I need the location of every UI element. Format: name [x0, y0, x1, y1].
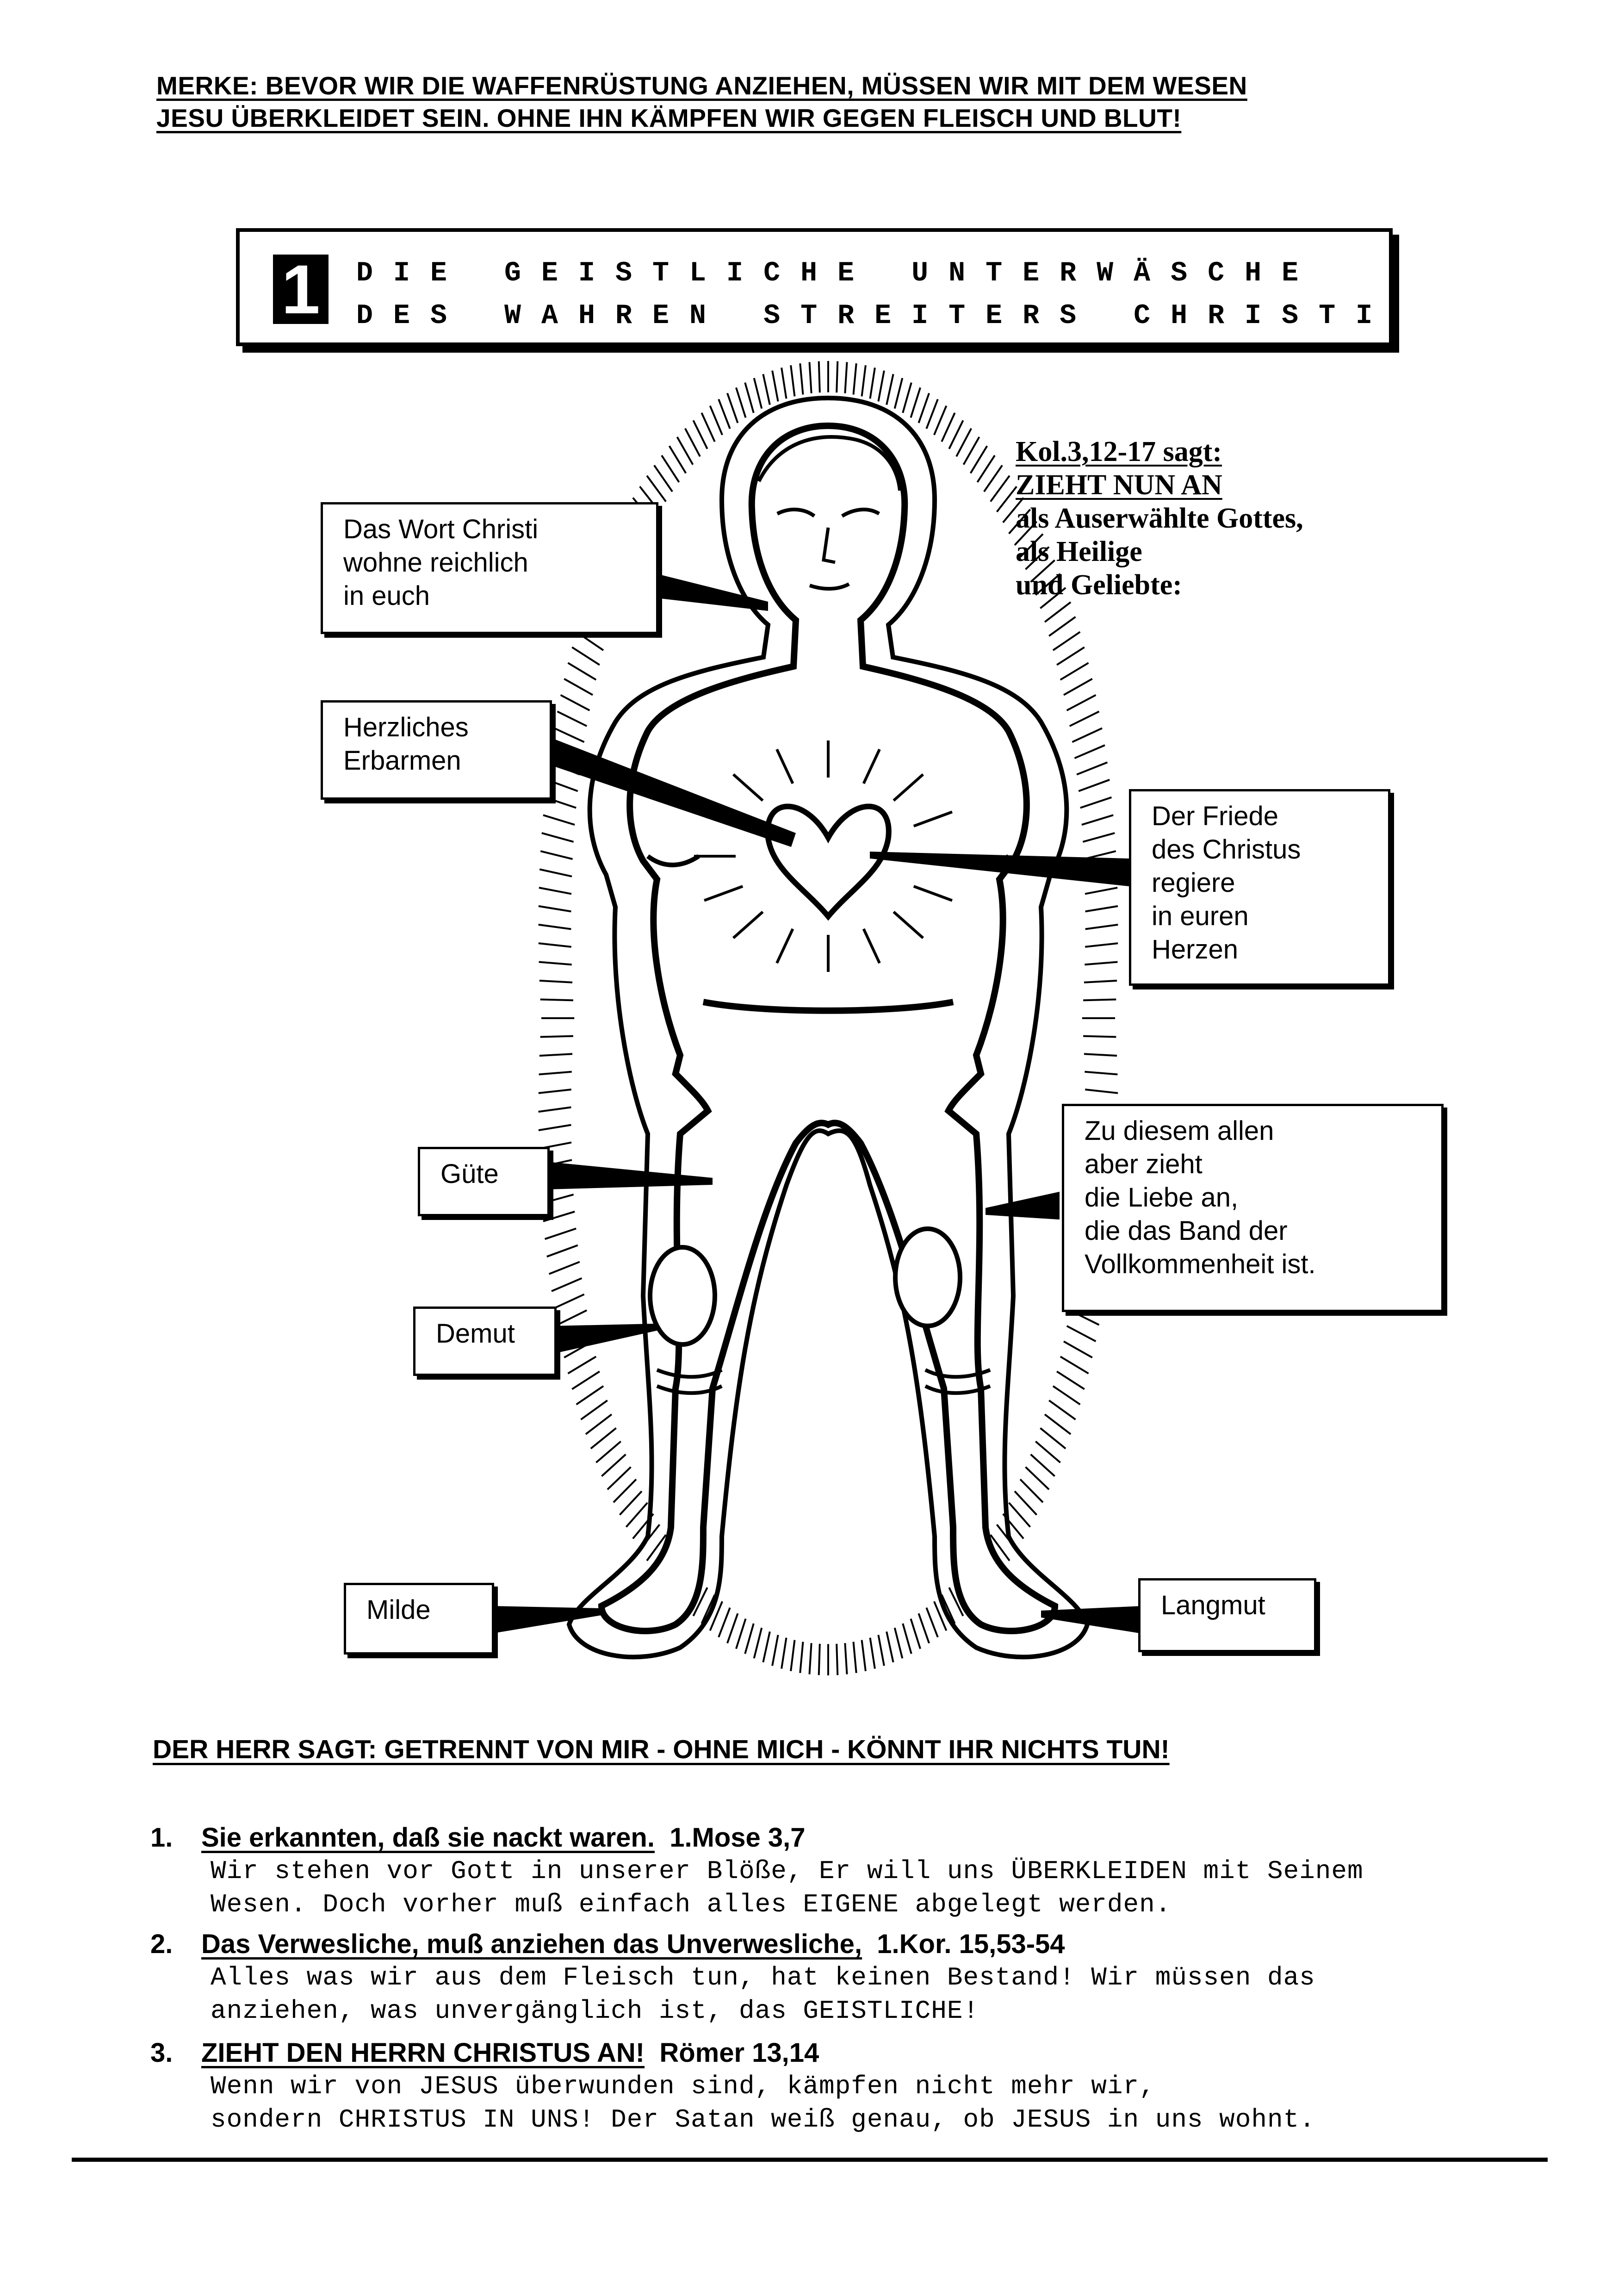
- halo-ray: [581, 1400, 607, 1419]
- halo-ray: [545, 1228, 577, 1239]
- halo-ray: [719, 1608, 730, 1637]
- kol-ref: Kol.3,12-17 sagt:: [1016, 436, 1222, 467]
- halo-ray: [596, 1441, 620, 1462]
- halo-ray: [903, 1624, 911, 1654]
- item-body: Alles was wir aus dem Fleisch tun, hat keinen Bestand! Wir müssen das anziehen, was unvergänglich ist, das GEISTLICHE!: [211, 1963, 1315, 2026]
- halo-ray: [1067, 695, 1096, 710]
- kol-quote: [1016, 435, 1303, 602]
- halo-ray: [870, 1638, 875, 1669]
- halo-ray: [670, 446, 686, 473]
- halo-ray: [949, 420, 963, 448]
- halo-ray: [685, 429, 700, 457]
- halo-ray: [1083, 999, 1116, 1000]
- halo-ray: [800, 1642, 803, 1673]
- pointer-langmut: [1041, 1606, 1143, 1634]
- halo-ray: [781, 367, 786, 398]
- item-heading: [201, 2036, 819, 2070]
- halo-ray: [1060, 1356, 1089, 1374]
- halo-ray: [1077, 762, 1107, 774]
- halo-ray: [1040, 1428, 1066, 1449]
- halo-ray: [558, 1310, 587, 1325]
- knee-pad-left: [650, 1247, 715, 1344]
- kol-line-1: als Auserwählte Gottes,: [1016, 503, 1303, 534]
- label-guete: Güte: [418, 1147, 550, 1216]
- halo-ray: [539, 943, 571, 947]
- halo-ray: [895, 378, 903, 409]
- halo-ray: [539, 1125, 571, 1131]
- halo-ray: [772, 371, 778, 402]
- halo-ray: [1070, 711, 1099, 726]
- halo-ray: [1085, 888, 1117, 894]
- halo-ray: [540, 999, 573, 1000]
- pointer-liebe: [986, 1192, 1060, 1220]
- halo-ray: [577, 632, 603, 650]
- halo-ray: [754, 1628, 762, 1658]
- halo-ray: [540, 1036, 573, 1037]
- halo-ray: [1083, 1036, 1116, 1037]
- halo-ray: [1080, 797, 1112, 808]
- halo-ray: [608, 1467, 631, 1489]
- item-number: 2.: [150, 1929, 173, 1959]
- label-langmut: Langmut: [1138, 1578, 1316, 1652]
- halo-ray: [549, 1262, 580, 1274]
- halo-ray: [845, 1643, 847, 1674]
- item-ref: 1.Mose 3,7: [670, 1823, 806, 1853]
- halo-ray: [542, 833, 574, 842]
- halo-ray: [886, 1631, 893, 1662]
- item-head-text: Sie erkannten, daß sie nackt waren.: [201, 1823, 655, 1853]
- halo-ray: [539, 1072, 572, 1075]
- halo-ray: [895, 1628, 903, 1658]
- title-line-2: DES WAHREN STREITERS CHRISTI: [356, 300, 1393, 332]
- label-herzliches-erbarmen: Herzliches Erbarmen: [321, 700, 552, 800]
- halo-ray: [1049, 1400, 1075, 1419]
- item-heading: [201, 1928, 1065, 1961]
- halo-ray: [1085, 906, 1118, 912]
- halo-ray: [800, 363, 803, 394]
- halo-ray: [572, 1371, 600, 1389]
- halo-ray: [554, 1294, 584, 1308]
- halo-ray: [539, 1089, 571, 1093]
- kol-line-3: und Geliebte:: [1016, 569, 1182, 601]
- halo-ray: [1067, 1326, 1096, 1341]
- label-milde: Milde: [344, 1583, 494, 1655]
- halo-ray: [539, 869, 572, 876]
- halo-ray: [745, 1624, 754, 1654]
- halo-ray: [1045, 602, 1071, 622]
- halo-ray: [1049, 617, 1075, 636]
- halo-ray: [1085, 962, 1117, 964]
- halo-ray: [1035, 1441, 1060, 1462]
- item-heading: [201, 1821, 806, 1854]
- halo-ray: [1085, 943, 1118, 947]
- halo-ray: [543, 815, 575, 825]
- merke-line-2: JESU ÜBERKLEIDET SEIN. OHNE IHN KÄMPFEN WIR GEGEN FLEISCH UND BLUT!: [156, 104, 1182, 132]
- halo-ray: [614, 1479, 636, 1502]
- halo-ray: [1085, 925, 1118, 929]
- item-number: 1.: [150, 1823, 173, 1853]
- pointer-demut: [553, 1324, 657, 1354]
- halo-ray: [539, 962, 572, 964]
- halo-ray: [1082, 815, 1113, 825]
- halo-ray: [552, 1278, 582, 1291]
- item-body: Wir stehen vor Gott in unserer Blöße, Er will uns ÜBERKLEIDEN mit Seinem Wesen. Doch vorher muß einfach alles EIGENE abgelegt werden.: [211, 1856, 1364, 1919]
- halo-ray: [1084, 981, 1117, 983]
- halo-ray: [1060, 663, 1089, 680]
- halo-ray: [701, 413, 714, 442]
- halo-ray: [911, 388, 920, 418]
- halo-ray: [591, 1428, 616, 1449]
- halo-ray: [539, 888, 571, 894]
- body-outline: [601, 426, 1055, 1631]
- halo-ray: [791, 365, 794, 396]
- halo-ray: [809, 1643, 811, 1674]
- halo-ray: [809, 362, 811, 393]
- halo-ray: [539, 906, 571, 912]
- item-body: Wenn wir von JESUS überwunden sind, kämpfen nicht mehr wir, sondern CHRISTUS IN UNS! Der Satan weiß genau, ob JESUS in uns wohnt.: [211, 2072, 1315, 2134]
- merke-line-1: MERKE: BEVOR WIR DIE WAFFENRÜSTUNG ANZIEHEN, MÜSSEN WIR MIT DEM WESEN: [156, 71, 1247, 100]
- halo-ray: [558, 711, 587, 726]
- knee-pad-right: [895, 1229, 960, 1326]
- halo-ray: [540, 851, 572, 859]
- halo-ray: [862, 365, 866, 396]
- halo-ray: [971, 446, 987, 473]
- halo-ray: [763, 374, 769, 404]
- label-friede: Der Friede des Christus regiere in euren Herzen: [1129, 789, 1390, 986]
- halo-ray: [568, 663, 596, 680]
- halo-ray: [1009, 1503, 1030, 1527]
- kol-line-2: als Heilige: [1016, 536, 1142, 567]
- halo-ray: [719, 399, 730, 429]
- herr-sagt: DER HERR SAGT: GETRENNT VON MIR - OHNE MICH - KÖNNT IHR NICHTS TUN!: [153, 1735, 1170, 1764]
- halo-ray: [819, 361, 820, 393]
- halo-ray: [539, 1107, 571, 1112]
- kol-head: ZIEHT NUN AN: [1016, 469, 1222, 501]
- halo-ray: [878, 371, 884, 402]
- halo-ray: [539, 925, 571, 929]
- halo-ray: [727, 393, 738, 423]
- halo-ray: [870, 367, 875, 398]
- halo-ray: [561, 695, 590, 710]
- halo-ray: [964, 437, 979, 465]
- label-demut: Demut: [413, 1307, 557, 1376]
- halo-ray: [911, 1619, 920, 1649]
- halo-ray: [903, 383, 911, 413]
- halo-ray: [926, 1608, 937, 1637]
- halo-ray: [1057, 647, 1085, 665]
- label-liebe: Zu diesem allen aber zieht die Liebe an, die das Band der Vollkommenheit ist.: [1062, 1104, 1444, 1312]
- halo-ray: [791, 1640, 794, 1671]
- title-line-1: DIE GEISTLICHE UNTERWÄSCHE: [356, 258, 1319, 289]
- halo-ray: [772, 1635, 778, 1666]
- halo-ray: [1070, 1310, 1099, 1325]
- halo-ray: [1075, 745, 1105, 758]
- halo-ray: [736, 388, 746, 418]
- halo-ray: [1057, 1371, 1085, 1389]
- halo-ray: [862, 1640, 866, 1671]
- halo-ray: [626, 1503, 647, 1527]
- halo-ray: [586, 1414, 612, 1434]
- halo-ray: [763, 1631, 769, 1662]
- halo-ray: [926, 399, 937, 429]
- halo-ray: [1085, 1072, 1117, 1075]
- halo-ray: [693, 420, 707, 448]
- halo-ray: [942, 413, 955, 442]
- halo-ray: [677, 437, 693, 465]
- halo-ray: [710, 406, 722, 435]
- halo-ray: [819, 1644, 820, 1675]
- item-ref: Römer 13,14: [659, 2038, 819, 2068]
- halo-ray: [1031, 1455, 1055, 1476]
- halo-ray: [754, 378, 762, 409]
- halo-ray: [539, 1054, 572, 1056]
- halo-ray: [1085, 1089, 1118, 1093]
- halo-ray: [845, 362, 847, 393]
- halo-ray: [1045, 1414, 1071, 1434]
- halo-ray: [577, 1386, 603, 1405]
- halo-ray: [1026, 1467, 1049, 1489]
- halo-ray: [956, 429, 971, 457]
- title-number: 1: [273, 255, 329, 324]
- halo-ray: [564, 679, 593, 695]
- halo-ray: [853, 363, 856, 394]
- halo-ray: [745, 383, 754, 413]
- halo-ray: [781, 1638, 786, 1669]
- halo-ray: [1020, 1479, 1043, 1502]
- item-head-text: Das Verwesliche, muß anziehen das Unverwesliche,: [201, 1929, 862, 1959]
- halo-ray: [601, 1455, 626, 1476]
- halo-ray: [727, 1613, 738, 1643]
- halo-ray: [1072, 728, 1102, 742]
- item-head-text: ZIEHT DEN HERRN CHRISTUS AN!: [201, 2038, 645, 2068]
- halo-ray: [853, 1642, 856, 1673]
- halo-ray: [539, 981, 572, 983]
- halo-ray: [1053, 1386, 1080, 1405]
- label-wort-christi: Das Wort Christi wohne reichlich in euch: [321, 502, 658, 634]
- halo-ray: [620, 1491, 642, 1515]
- halo-ray: [1064, 679, 1092, 695]
- halo-ray: [1083, 833, 1115, 842]
- halo-ray: [572, 647, 600, 665]
- halo-ray: [878, 1635, 884, 1666]
- halo-ray: [568, 1356, 596, 1374]
- item-ref: 1.Kor. 15,53-54: [877, 1929, 1065, 1959]
- halo-ray: [919, 1613, 930, 1643]
- halo-ray: [554, 728, 584, 742]
- halo-ray: [736, 1619, 746, 1649]
- item-number: 3.: [150, 2038, 173, 2068]
- halo-ray: [1053, 632, 1080, 650]
- bottom-rule: [72, 2158, 1548, 2162]
- halo-ray: [1079, 780, 1110, 791]
- halo-ray: [1015, 1491, 1037, 1515]
- halo-ray: [547, 1245, 578, 1257]
- halo-ray: [1084, 1054, 1117, 1056]
- halo-ray: [934, 406, 946, 435]
- halo-ray: [886, 374, 893, 404]
- halo-ray: [919, 393, 930, 423]
- pointer-milde: [490, 1606, 601, 1634]
- pointer-wort: [648, 572, 768, 611]
- halo-ray: [1064, 1341, 1092, 1357]
